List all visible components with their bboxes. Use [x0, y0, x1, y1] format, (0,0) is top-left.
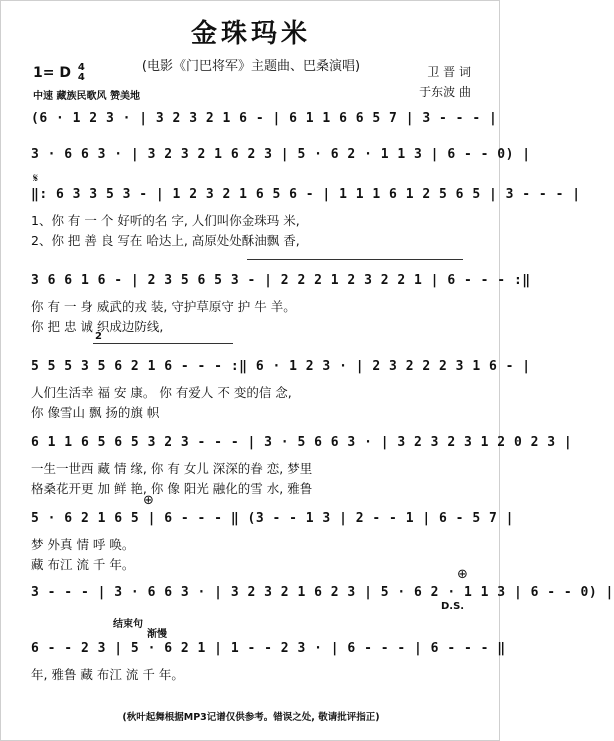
- time-signature: [78, 63, 85, 83]
- coda-icon: ⊕: [143, 493, 154, 508]
- tempo-marking: 中速 藏族民歌风 赞美地: [33, 91, 140, 102]
- segno-icon: 𝄋: [33, 171, 39, 185]
- volta-bracket-1: [247, 259, 463, 260]
- lyric-line-9: 梦 外真 情 呼 唤。: [31, 537, 135, 552]
- lyric-line-10: 藏 布江 流 千 年。: [31, 557, 135, 572]
- lyricist-credit: 卫 晋 词: [427, 65, 471, 79]
- lyric-line-11: 年, 雅鲁 藏 布江 流 千 年。: [31, 667, 184, 682]
- key-label: 1= D: [33, 65, 71, 81]
- notation-row-4: 3 6 6 1 6 - | 2 3 5 6 5 3 - | 2 2 2 1 2 3 2 2 1 | 6 - - - :‖: [31, 273, 531, 288]
- transcription-note: (秋叶起舞根据MP3记谱仅供参考。错误之处, 敬请批评指正): [122, 712, 380, 723]
- time-bottom: 4: [77, 72, 85, 83]
- composer-credit: 于东波 曲: [419, 85, 471, 99]
- song-title: 金珠玛米: [190, 19, 311, 49]
- notation-row-2: 3 · 6 6 3 · | 3 2 3 2 1 6 2 3 | 5 · 6 2 · 1 1 3 | 6 - - 0) |: [31, 147, 531, 162]
- slowing-mark: 渐慢: [147, 629, 167, 640]
- volta-number-2: 2: [95, 331, 102, 342]
- notation-row-9: 6 - - 2 3 | 5 · 6 2 1 | 1 - - 2 3 · | 6 - - - | 6 - - - ‖: [31, 641, 506, 656]
- song-subtitle: (电影《门巴将军》主题曲、巴桑演唱): [141, 59, 361, 74]
- notation-row-3: ‖: 6 3 3 5 3 - | 1 2 3 2 1 6 5 6 - | 1 1 1 6 1 2 5 6 5 | 3 - - - |: [31, 187, 581, 202]
- ending-label: 结束句: [113, 619, 143, 630]
- key-signature: [33, 63, 85, 83]
- lyric-line-6: 你 像雪山 飘 扬的旗 帜: [31, 405, 160, 420]
- lyric-line-4: 你 把 忠 诚 织成边防线,: [31, 319, 164, 334]
- notation-row-8: 3 - - - | 3 · 6 6 3 · | 3 2 3 2 1 6 2 3 | 5 · 6 2 · 1 1 3 | 6 - - 0) |: [31, 585, 614, 600]
- notation-row-6: 6 1 1 6 5 6 5 3 2 3 - - - | 3 · 5 6 6 3 · | 3 2 3 2 3 1 2 0 2 3 |: [31, 435, 573, 450]
- notation-row-1: (6 · 1 2 3 · | 3 2 3 2 1 6 - | 6 1 1 6 6 5 7 | 3 - - - |: [31, 111, 498, 126]
- coda-icon-2: ⊕: [457, 567, 468, 582]
- lyric-line-7: 一生一世西 藏 情 缘, 你 有 女儿 深深的眷 恋, 梦里: [31, 461, 313, 476]
- time-top: 4: [77, 62, 85, 73]
- lyric-line-3: 你 有 一 身 威武的戎 装, 守护草原守 护 牛 羊。: [31, 299, 296, 314]
- lyric-line-5: 人们生活幸 福 安 康。 你 有爱人 不 变的信 念,: [31, 385, 292, 400]
- lyric-line-1: 1、你 有 一 个 好听的名 字, 人们叫你金珠玛 米,: [31, 213, 300, 228]
- lyric-line-8: 格桑花开更 加 鲜 艳, 你 像 阳光 融化的雪 水, 雅鲁: [31, 481, 313, 496]
- lyric-line-2: 2、你 把 善 良 写在 哈达上, 高原处处酥油飘 香,: [31, 233, 300, 248]
- notation-row-5: 5 5 5 3 5 6 2 1 6 - - - :‖ 6 · 1 2 3 · | 2 3 2 2 2 3 1 6 - |: [31, 359, 531, 374]
- notation-row-7: 5 · 6 2 1 6 5 | 6 - - - ‖ (3 - - 1 3 | 2 - - 1 | 6 - 5 7 |: [31, 511, 514, 526]
- dal-segno-mark: D.S.: [441, 601, 465, 612]
- volta-bracket-2: [93, 343, 233, 344]
